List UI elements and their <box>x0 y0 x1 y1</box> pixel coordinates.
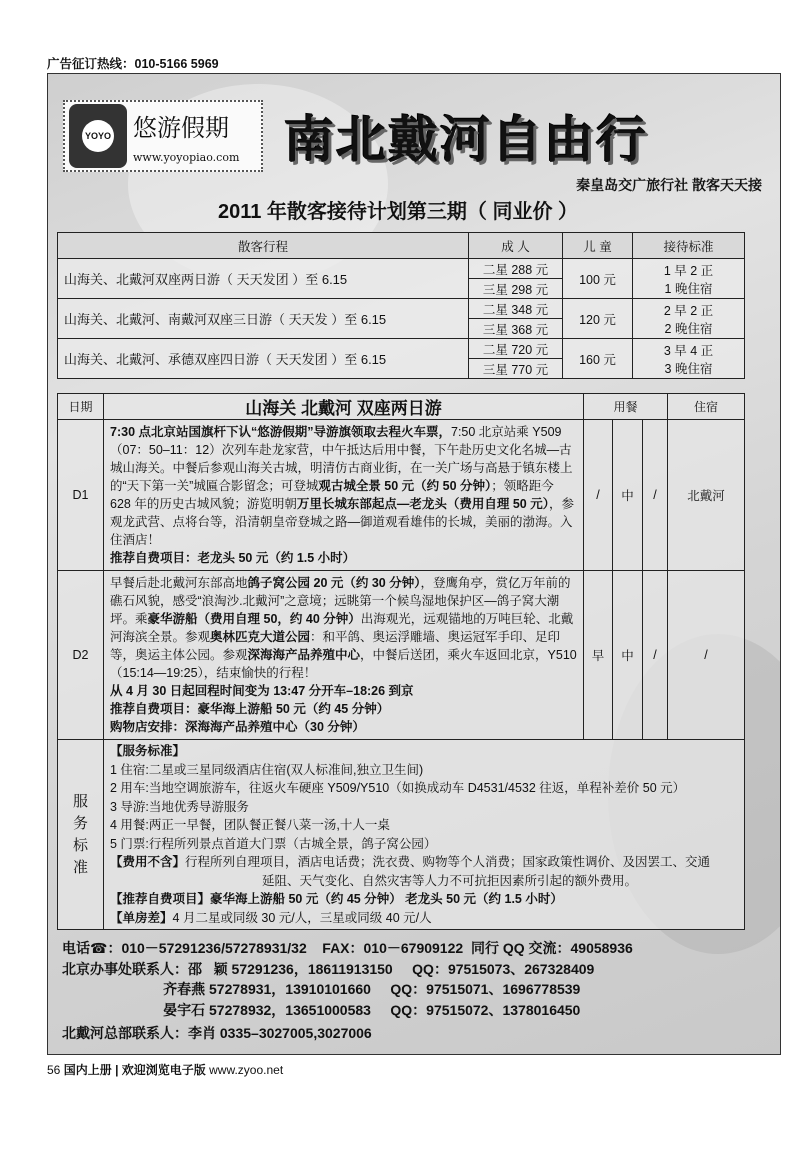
day-label: D1 <box>58 420 104 571</box>
service-text: 4 月二星或同级 30 元/人，三星或同级 40 元/人 <box>172 910 432 925</box>
service-line <box>110 909 738 928</box>
day-description <box>104 571 584 740</box>
adult-price-2star: 二星 288 元 <box>469 259 563 279</box>
col-route: 散客行程 <box>58 233 469 259</box>
itinerary-text: 早餐后赴北戴河东部高地 <box>110 576 248 590</box>
itinerary-text: 7:50 北京站乘 Y509（07：50–11：12）次列车赴龙家营，中午抵达后用中餐，下午赴历史文化名城—古城山海关。中餐后参观山海关古城，明清仿古商业街，在一关广场与高悬于镇东楼上的“天下第一关”城匾合影留念；可登城 <box>110 425 573 493</box>
section-name: 国内上册 <box>63 1062 112 1077</box>
price-row <box>58 299 745 319</box>
lodging-cell: / <box>668 571 745 740</box>
meal-cell: / <box>643 420 668 571</box>
itinerary-day-row <box>58 571 745 740</box>
itinerary-text: 万里长城东部起点—老龙头（费用自理 50 元） <box>296 497 549 511</box>
contact-info <box>62 938 780 1044</box>
service-line <box>110 761 738 780</box>
itinerary-text: 从 4 月 30 日起回程时间变为 13:47 分开车–18:26 到京 <box>110 684 414 698</box>
standard-lodging: 2 晚住宿 <box>664 321 713 336</box>
service-standard-row <box>58 740 745 930</box>
route-name: 山海关、北戴河、南戴河双座三日游（ 天天发 ）至 6.15 <box>58 299 469 339</box>
itinerary-text: 出海观光，远观锚地的万吨巨轮、北戴河海滨全景。参观 <box>110 612 574 644</box>
service-text: 【服务标准】 <box>110 744 186 758</box>
content-flow <box>48 232 780 1044</box>
col-standard: 接待标准 <box>633 233 745 259</box>
itinerary-text: 豪华游船（费用自理 50，约 40 分钟） <box>147 612 361 626</box>
service-text: 1 住宿:二星或三星同级酒店住宿(双人标准间,独立卫生间) <box>110 762 424 777</box>
logo-name: 悠游假期 <box>133 114 229 142</box>
col-adult: 成 人 <box>469 233 563 259</box>
adult-price-3star: 三星 770 元 <box>469 359 563 379</box>
itinerary-text: ，中餐后送团，乘火车返回北京，Y510（15:14—19:25），结束愉快的行程！ <box>110 648 577 680</box>
lodging-cell: 北戴河 <box>668 420 745 571</box>
reception-standard <box>633 339 745 379</box>
reception-standard <box>633 299 745 339</box>
beijing-contact: 晏宇石 57278932，13651000583 QQ：97515072、1378016450 <box>62 1001 581 1018</box>
adult-price-3star: 三星 298 元 <box>469 279 563 299</box>
service-text: 2 用车:当地空调旅游车，往返火车硬座 Y509/Y510（如换成动车 D4531/4532 往返，单程补差价 50 元） <box>110 781 686 795</box>
col-meals: 用餐 <box>584 394 668 420</box>
service-text: 行程所列自理项目，酒店电话费；洗衣费、购物等个人消费；国家政策性调价、及因罢工、交通 <box>185 855 711 869</box>
reception-standard <box>633 259 745 299</box>
child-price: 160 元 <box>563 339 633 379</box>
price-row <box>58 259 745 279</box>
itinerary-text: ，登鹰角亭，赏亿万年前的礁石风貌，感受“浪淘沙.北戴河”之意境；远眺第一个候鸟湿地保护区—鸽子窝大潮坪。乘 <box>110 576 571 626</box>
standard-meals: 3 早 4 正 <box>663 343 714 358</box>
page-footer <box>47 1062 800 1078</box>
itinerary-day-row <box>58 420 745 571</box>
meal-cell: 早 <box>584 571 613 740</box>
service-text: 【单房差】 <box>110 910 173 925</box>
beijing-contact: 北京办事处联系人：邵 颖 57291236，18611913150 QQ：97515073、267328409 <box>62 960 595 977</box>
service-text: 3 导游:当地优秀导游服务 <box>110 799 249 814</box>
price-row <box>58 339 745 359</box>
logo-url: www.yoyopiao.com <box>133 151 240 164</box>
itinerary-title: 山海关 北戴河 双座两日游 <box>104 394 584 420</box>
itinerary-text: ，参观龙武营、点将台等，沿清朝皇帝登城之路—御道观看雄伟的长城，美丽的渤海。入住酒店！ <box>110 497 574 547</box>
service-text: 【推荐自费项目】豪华海上游船 50 元（约 45 分钟） 老龙头 50 元（约 1.5 小时） <box>110 892 563 906</box>
standard-lodging: 1 晚住宿 <box>664 281 713 296</box>
itinerary-text: 鸽子窝公园 20 元（约 30 分钟） <box>247 576 421 590</box>
website-link[interactable]: www.zyoo.net <box>209 1062 284 1077</box>
service-line <box>110 890 738 909</box>
itinerary-text: 7:30 点北京站国旗杆下认“悠游假期”导游旗领取去程火车票， <box>110 425 451 439</box>
meal-cell: / <box>643 571 668 740</box>
itinerary-text: 购物店安排：深海海产品养殖中心（30 分钟） <box>110 720 365 734</box>
service-details <box>104 740 745 930</box>
itinerary-table <box>57 393 745 930</box>
service-text: 延阻、天气变化、自然灾害等人力不可抗拒因素所引起的额外费用。 <box>262 873 638 888</box>
child-price: 120 元 <box>563 299 633 339</box>
itinerary-text: 推荐自费项目：豪华海上游船 50 元（约 45 分钟） <box>110 702 390 716</box>
col-lodging: 住宿 <box>668 394 745 420</box>
phone-fax-line: 电话☎：010－57291236/57278931/32 FAX：010－67909122 同行 QQ 交流：49058936 <box>62 940 633 956</box>
itinerary-text: 深海海产品养殖中心 <box>247 648 361 662</box>
plan-heading: 2011 年散客接待计划第三期（ 同业价 ） <box>217 201 579 223</box>
itinerary-text: ；领略距今 628 年的历史古城风貌；游览明朝 <box>110 479 554 511</box>
hq-contact: 北戴河总部联系人：李肖 0335–3027005,3027006 <box>62 1025 372 1041</box>
col-child: 儿 童 <box>563 233 633 259</box>
logo-badge: YOYO <box>82 120 114 152</box>
standard-meals: 1 早 2 正 <box>663 263 714 278</box>
service-line <box>110 872 738 891</box>
service-line <box>110 742 738 761</box>
agency-subtitle: 秦皇岛交广旅行社 散客天天接 <box>576 177 762 193</box>
ad-panel <box>47 73 781 1055</box>
dolphin-logo-icon <box>69 104 127 168</box>
service-line <box>110 816 738 835</box>
service-label: 服务标准 <box>58 740 104 930</box>
itinerary-text: 奥林匹克大道公园 <box>210 630 311 644</box>
route-name: 山海关、北戴河双座两日游（ 天天发团 ）至 6.15 <box>58 259 469 299</box>
service-line <box>110 779 738 798</box>
standard-meals: 2 早 2 正 <box>663 303 714 318</box>
page-title: 南北戴河自由行 <box>284 112 648 168</box>
service-text: 5 门票:行程所列景点首道大门票（古城全景，鸽子窝公园） <box>110 836 437 851</box>
day-label: D2 <box>58 571 104 740</box>
page-number: 56 <box>47 1062 61 1077</box>
itinerary-text: 观古城全景 50 元（约 50 分钟） <box>318 479 492 493</box>
meal-cell: 中 <box>613 571 643 740</box>
beijing-contact: 齐春燕 57278931，13910101660 QQ：97515071、1696778539 <box>62 981 581 997</box>
price-table <box>57 232 745 379</box>
promo-text: 欢迎浏览电子版 <box>121 1062 206 1077</box>
adult-price-2star: 二星 348 元 <box>469 299 563 319</box>
service-text: 4 用餐:两正一早餐，团队餐正餐八菜一汤,十人一桌 <box>110 818 390 832</box>
itinerary-text: 推荐自费项目：老龙头 50 元（约 1.5 小时） <box>110 551 356 565</box>
ad-hotline: 广告征订热线：010-5166 5969 <box>47 57 219 71</box>
meal-cell: / <box>584 420 613 571</box>
col-date: 日期 <box>58 394 104 420</box>
adult-price-2star: 二星 720 元 <box>469 339 563 359</box>
service-line <box>110 835 738 854</box>
service-line <box>110 853 738 872</box>
service-line <box>110 798 738 817</box>
logo <box>63 100 263 172</box>
separator: | <box>115 1062 119 1077</box>
route-name: 山海关、北戴河、承德双座四日游（ 天天发团 ）至 6.15 <box>58 339 469 379</box>
service-text: 【费用不含】 <box>110 855 186 869</box>
itinerary-text: ：和平鸽、奥运浮雕墙、奥运冠军手印、足印等，奥运主体公园。参观 <box>110 630 561 662</box>
day-description <box>104 420 584 571</box>
standard-lodging: 3 晚住宿 <box>664 361 713 376</box>
meal-cell: 中 <box>613 420 643 571</box>
adult-price-3star: 三星 368 元 <box>469 319 563 339</box>
child-price: 100 元 <box>563 259 633 299</box>
header-area <box>48 74 780 232</box>
